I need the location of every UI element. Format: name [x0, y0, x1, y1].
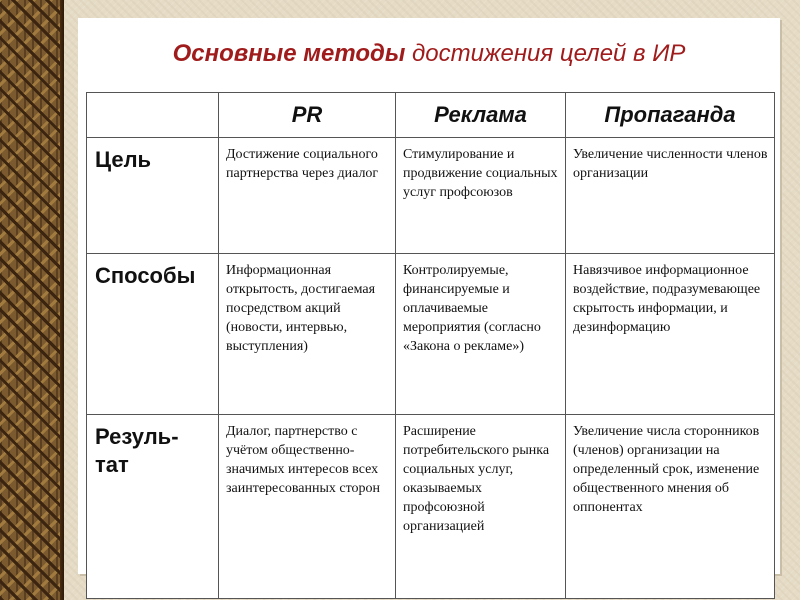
table-row [87, 254, 775, 415]
table-cell: Навязчивое информационное воздействие, подразумевающее скрытость информации, и дезинформацию [566, 254, 775, 415]
header-cell-advertising: Реклама [396, 93, 566, 138]
table-cell: Увеличение числа сторонников (членов) организации на определенный срок, изменение общественного мнения об оппонентах [566, 415, 775, 599]
header-cell-pr: PR [219, 93, 396, 138]
table-cell: Информационная открытость, достигаемая посредством акций (новости, интервью, выступления) [219, 254, 396, 415]
row-label-methods [87, 254, 219, 415]
table-row [87, 138, 775, 254]
row-label-text: Цель [95, 147, 152, 172]
header-cell-empty [87, 93, 219, 138]
table-cell: Расширение потребительского рынка социальных услуг, оказываемых профсоюзной организацией [396, 415, 566, 599]
slide-title-rest: достижения целей в ИР [405, 40, 686, 67]
table-cell: Диалог, партнерство с учётом общественно-значимых интересов всех заинтересованных сторон [219, 415, 396, 599]
table-cell: Стимулирование и продвижение социальных услуг профсоюзов [396, 138, 566, 254]
table-header-row [87, 93, 775, 138]
slide-title-bold: Основные методы [172, 40, 406, 67]
methods-table [86, 92, 775, 599]
header-cell-propaganda: Пропаганда [566, 93, 775, 138]
row-label-text: Способы [95, 263, 196, 288]
table-cell: Достижение социального партнерства через диалог [219, 138, 396, 254]
row-label-goal [87, 138, 219, 254]
slide-title [78, 40, 780, 68]
decorative-left-border [0, 0, 64, 600]
row-label-result [87, 415, 219, 599]
table-cell: Контролируемые, финансируемые и оплачиваемые мероприятия (согласно «Закона о рекламе») [396, 254, 566, 415]
table-row [87, 415, 775, 599]
row-label-text: Резуль- тат [95, 424, 179, 477]
table-cell: Увеличение численности членов организации [566, 138, 775, 254]
